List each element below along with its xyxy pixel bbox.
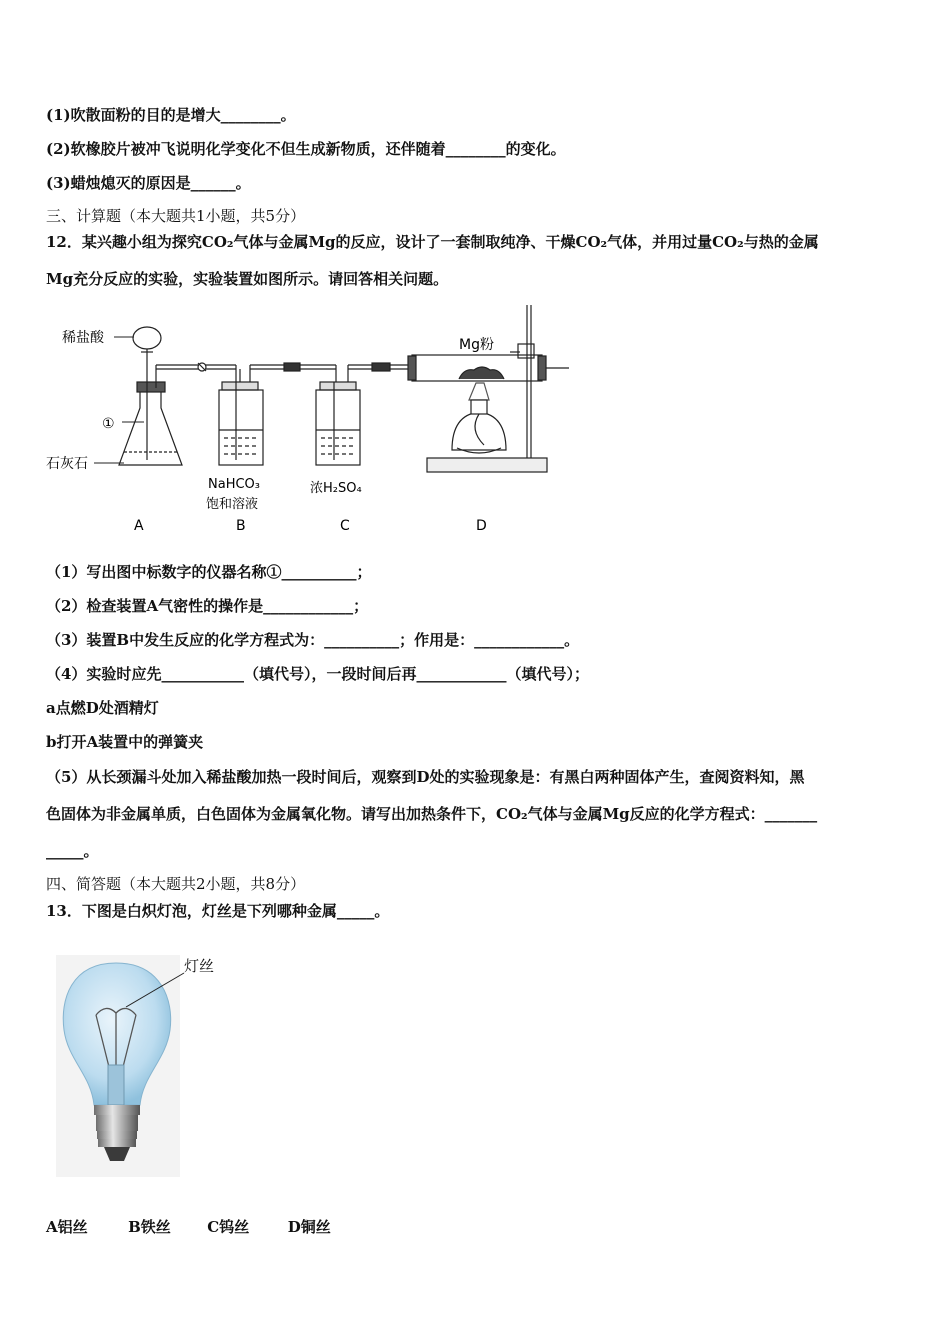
letter-b: B <box>236 518 246 534</box>
choice-a: A铝丝 <box>46 1218 88 1236</box>
letter-d: D <box>476 518 487 534</box>
label-filament: 灯丝 <box>184 957 215 975</box>
q12-part5-line3: _____。 <box>46 842 99 860</box>
label-nahco3: NaHCO₃ <box>208 477 260 492</box>
light-bulb-figure <box>56 955 236 1180</box>
q12-option-b: b打开A装置中的弹簧夹 <box>46 733 204 751</box>
label-mg-powder: Mg粉 <box>459 337 494 353</box>
q12-option-a: a点燃D处酒精灯 <box>46 699 159 717</box>
q11-part1: (1)吹散面粉的目的是增大________。 <box>46 106 296 124</box>
q12-part3: （3）装置B中发生反应的化学方程式为：__________；作用是：____________。 <box>46 631 580 649</box>
choice-c: C钨丝 <box>207 1218 250 1236</box>
label-conc-h2so4: 浓H₂SO₄ <box>310 481 362 496</box>
q13-choices <box>46 1216 331 1237</box>
q13-question: 13．下图是白炽灯泡，灯丝是下列哪种金属_____。 <box>46 902 390 920</box>
q12-intro-line1: 12．某兴趣小组为探究CO₂气体与金属Mg的反应，设计了一套制取纯净、干燥CO₂气体，并用过量CO₂与热的金属 <box>46 233 819 251</box>
q12-intro-line2: Mg充分反应的实验，实验装置如图所示。请回答相关问题。 <box>46 270 449 288</box>
letter-c: C <box>340 518 350 534</box>
q12-part2: （2）检查装置A气密性的操作是____________； <box>46 597 369 615</box>
label-dilute-acid: 稀盐酸 <box>62 330 104 346</box>
choice-d: D铜丝 <box>287 1218 331 1236</box>
letter-a: A <box>134 518 144 534</box>
label-limestone: 石灰石 <box>46 456 88 472</box>
section-four-heading: 四、简答题（本大题共2小题，共8分） <box>46 875 306 893</box>
q12-part4: （4）实验时应先___________（填代号），一段时间后再____________（填代号）； <box>46 665 589 683</box>
q11-part3: (3)蜡烛熄灭的原因是______。 <box>46 174 251 192</box>
choice-b: B铁丝 <box>128 1218 171 1236</box>
q11-part2: (2)软橡胶片被冲飞说明化学变化不但生成新物质，还伴随着________的变化。 <box>46 140 566 158</box>
q12-part5-line1: （5）从长颈漏斗处加入稀盐酸加热一段时间后，观察到D处的实验现象是：有黑白两种固体产生，查阅资料知，黑 <box>46 768 805 786</box>
label-circled-one: ① <box>102 416 115 432</box>
q12-part5-line2: 色固体为非金属单质，白色固体为金属氧化物。请写出加热条件下，CO₂气体与金属Mg反应的化学方程式：_______ <box>46 805 818 823</box>
section-three-heading: 三、计算题（本大题共1小题，共5分） <box>46 207 306 225</box>
label-saturated-solution: 饱和溶液 <box>206 497 259 512</box>
q12-part1: （1）写出图中标数字的仪器名称①__________； <box>46 563 372 581</box>
apparatus-figure <box>44 300 584 540</box>
